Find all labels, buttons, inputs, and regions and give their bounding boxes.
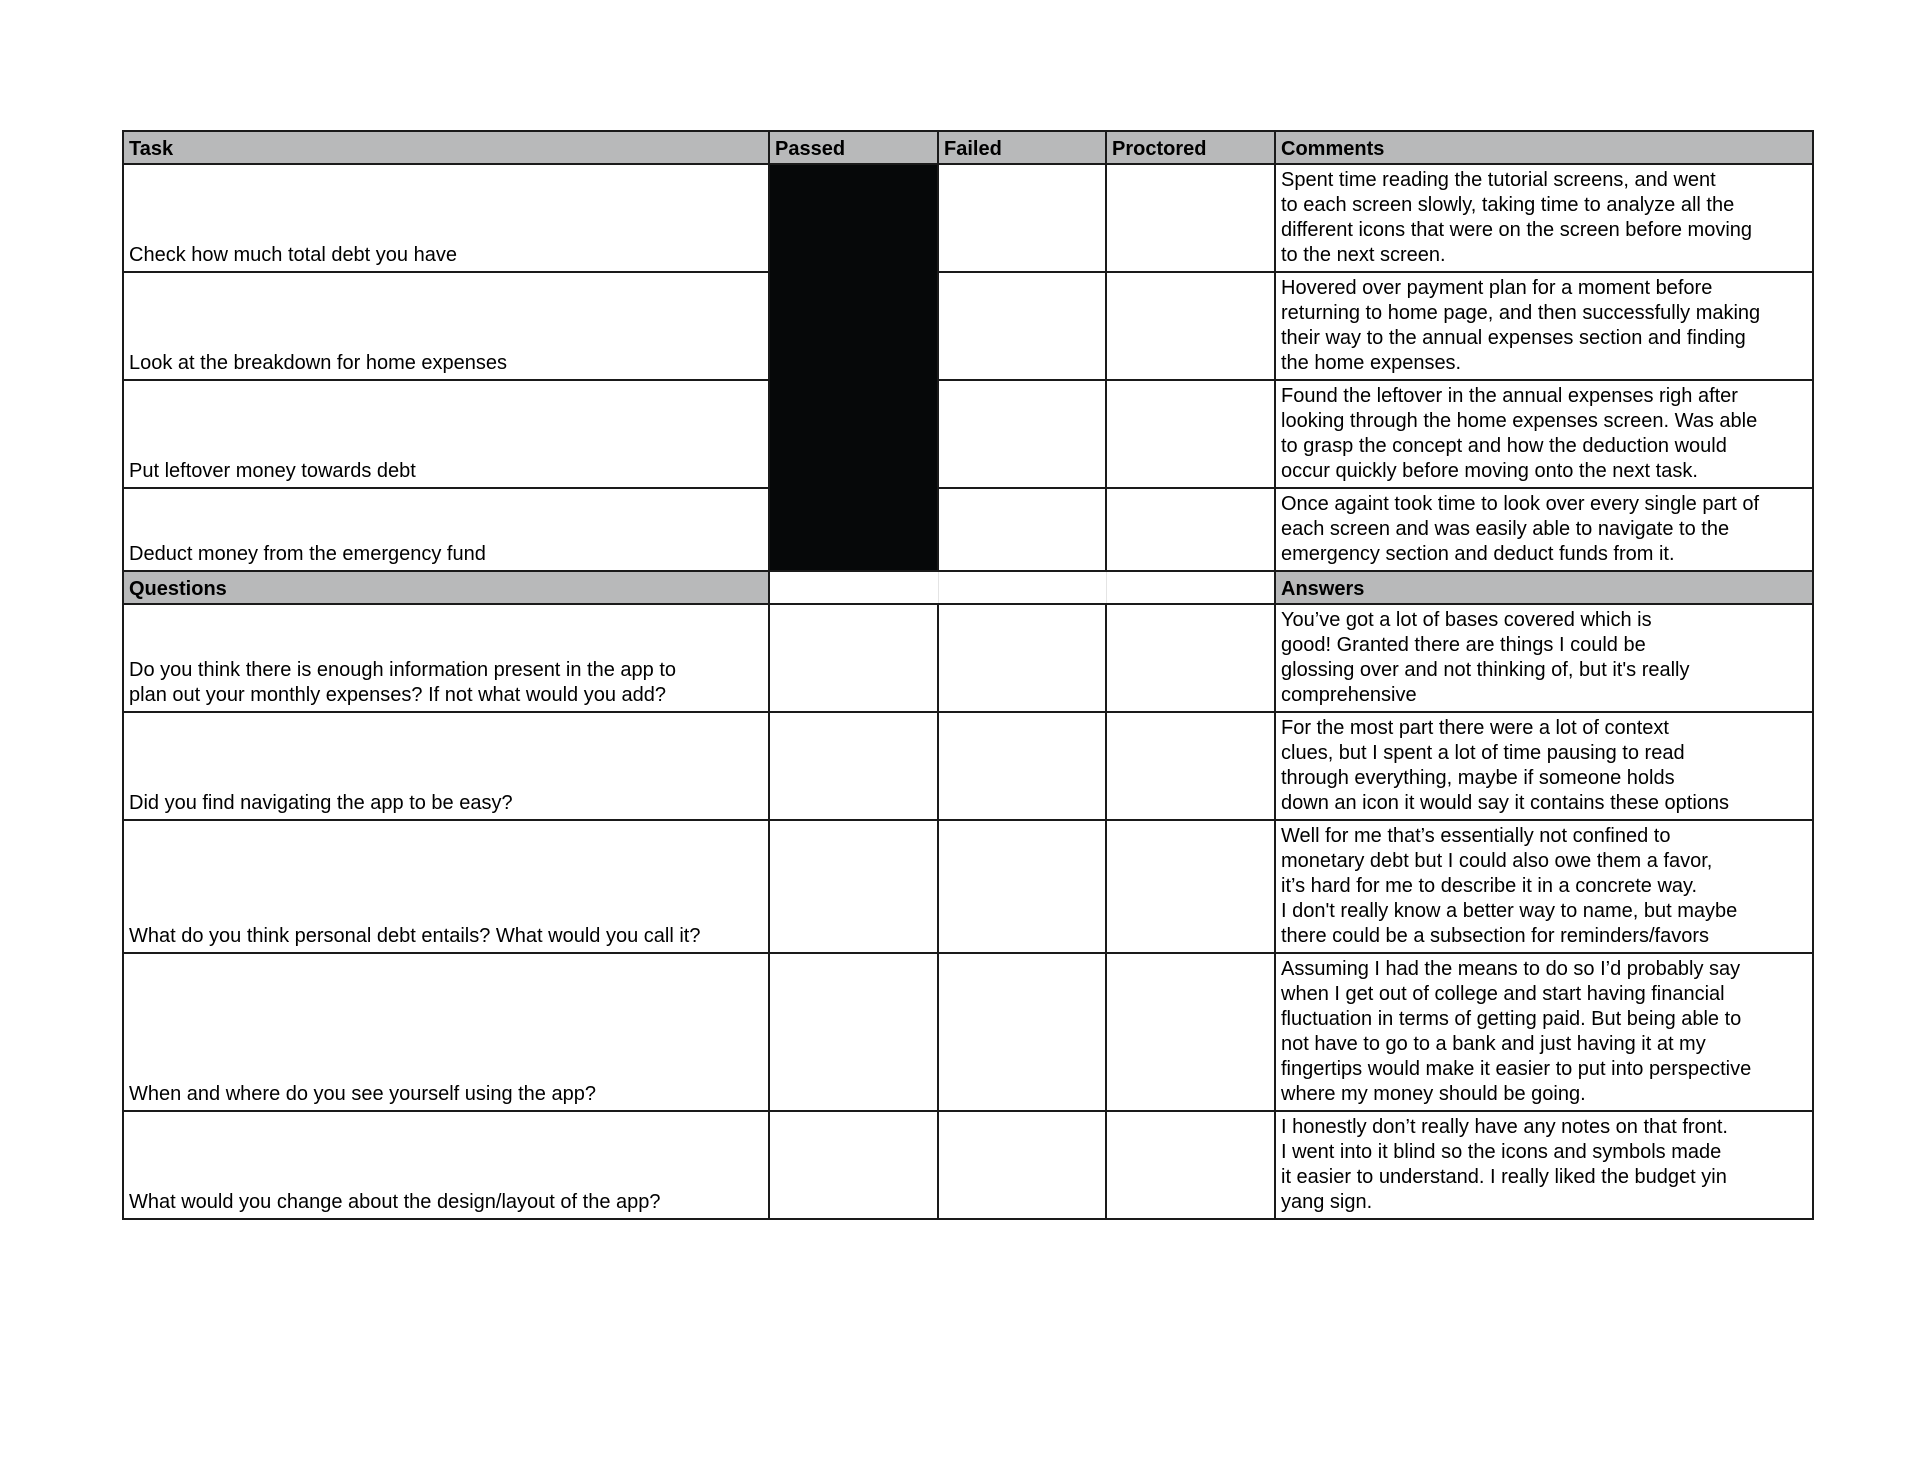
proctored-cell <box>1106 380 1275 488</box>
blank-cell <box>769 571 938 604</box>
task-cell: Put leftover money towards debt <box>123 380 769 488</box>
question-cell: Do you think there is enough information present in the app to plan out your monthly expenses? If not what would you add? <box>123 604 769 712</box>
table-header-row <box>123 131 1813 164</box>
column-header-questions: Questions <box>123 571 769 604</box>
empty-cell <box>938 712 1106 820</box>
empty-cell <box>769 953 938 1111</box>
question-row <box>123 604 1813 712</box>
question-cell: Did you find navigating the app to be easy? <box>123 712 769 820</box>
column-header-proctored: Proctored <box>1106 131 1275 164</box>
comment-cell: Once againt took time to look over every single part of each screen and was easily able to navigate to the emergency section and deduct funds from it. <box>1275 488 1813 571</box>
empty-cell <box>1106 1111 1275 1219</box>
task-cell: Check how much total debt you have <box>123 164 769 272</box>
task-row <box>123 380 1813 488</box>
answer-cell: Assuming I had the means to do so I’d probably say when I get out of college and start having financial fluctuation in terms of getting paid. But being able to not have to go to a bank and just having it at my fingertips would make it easier to put into perspective where my money should be going. <box>1275 953 1813 1111</box>
proctored-cell <box>1106 272 1275 380</box>
comment-cell: Found the leftover in the annual expenses righ after looking through the home expenses screen. Was able to grasp the concept and how the deduction would occur quickly before moving onto the next task. <box>1275 380 1813 488</box>
empty-cell <box>938 604 1106 712</box>
task-row <box>123 272 1813 380</box>
question-row <box>123 820 1813 953</box>
comment-cell: Hovered over payment plan for a moment before returning to home page, and then successfully making their way to the annual expenses section and finding the home expenses. <box>1275 272 1813 380</box>
proctored-cell <box>1106 164 1275 272</box>
task-row <box>123 488 1813 571</box>
question-row <box>123 712 1813 820</box>
answer-cell: I honestly don’t really have any notes on that front. I went into it blind so the icons and symbols made it easier to understand. I really liked the budget yin yang sign. <box>1275 1111 1813 1219</box>
column-header-answers: Answers <box>1275 571 1813 604</box>
failed-cell <box>938 272 1106 380</box>
empty-cell <box>1106 712 1275 820</box>
column-header-task: Task <box>123 131 769 164</box>
answer-cell: Well for me that’s essentially not confined to monetary debt but I could also owe them a favor, it’s hard for me to describe it in a concrete way. I don't really know a better way to name, but maybe there could be a subsection for reminders/favors <box>1275 820 1813 953</box>
empty-cell <box>769 820 938 953</box>
question-cell: When and where do you see yourself using the app? <box>123 953 769 1111</box>
failed-cell <box>938 164 1106 272</box>
question-cell: What would you change about the design/layout of the app? <box>123 1111 769 1219</box>
failed-cell <box>938 380 1106 488</box>
empty-cell <box>938 1111 1106 1219</box>
empty-cell <box>1106 820 1275 953</box>
proctored-cell <box>1106 488 1275 571</box>
blank-cell <box>938 571 1106 604</box>
question-row <box>123 1111 1813 1219</box>
blank-cell <box>1106 571 1275 604</box>
question-row <box>123 953 1813 1111</box>
column-header-comments: Comments <box>1275 131 1813 164</box>
answer-cell: For the most part there were a lot of context clues, but I spent a lot of time pausing to read through everything, maybe if someone holds down an icon it would say it contains these options <box>1275 712 1813 820</box>
failed-cell <box>938 488 1106 571</box>
answer-cell: You’ve got a lot of bases covered which is good! Granted there are things I could be glossing over and not thinking of, but it's really comprehensive <box>1275 604 1813 712</box>
empty-cell <box>769 712 938 820</box>
task-row <box>123 164 1813 272</box>
empty-cell <box>938 820 1106 953</box>
passed-redacted-block <box>769 164 938 571</box>
question-cell: What do you think personal debt entails? What would you call it? <box>123 820 769 953</box>
empty-cell <box>769 1111 938 1219</box>
empty-cell <box>769 604 938 712</box>
empty-cell <box>938 953 1106 1111</box>
task-cell: Deduct money from the emergency fund <box>123 488 769 571</box>
task-cell: Look at the breakdown for home expenses <box>123 272 769 380</box>
usability-test-table <box>122 130 1814 1220</box>
comment-cell: Spent time reading the tutorial screens, and went to each screen slowly, taking time to analyze all the different icons that were on the screen before moving to the next screen. <box>1275 164 1813 272</box>
column-header-failed: Failed <box>938 131 1106 164</box>
questions-header-row <box>123 571 1813 604</box>
empty-cell <box>1106 604 1275 712</box>
empty-cell <box>1106 953 1275 1111</box>
column-header-passed: Passed <box>769 131 938 164</box>
